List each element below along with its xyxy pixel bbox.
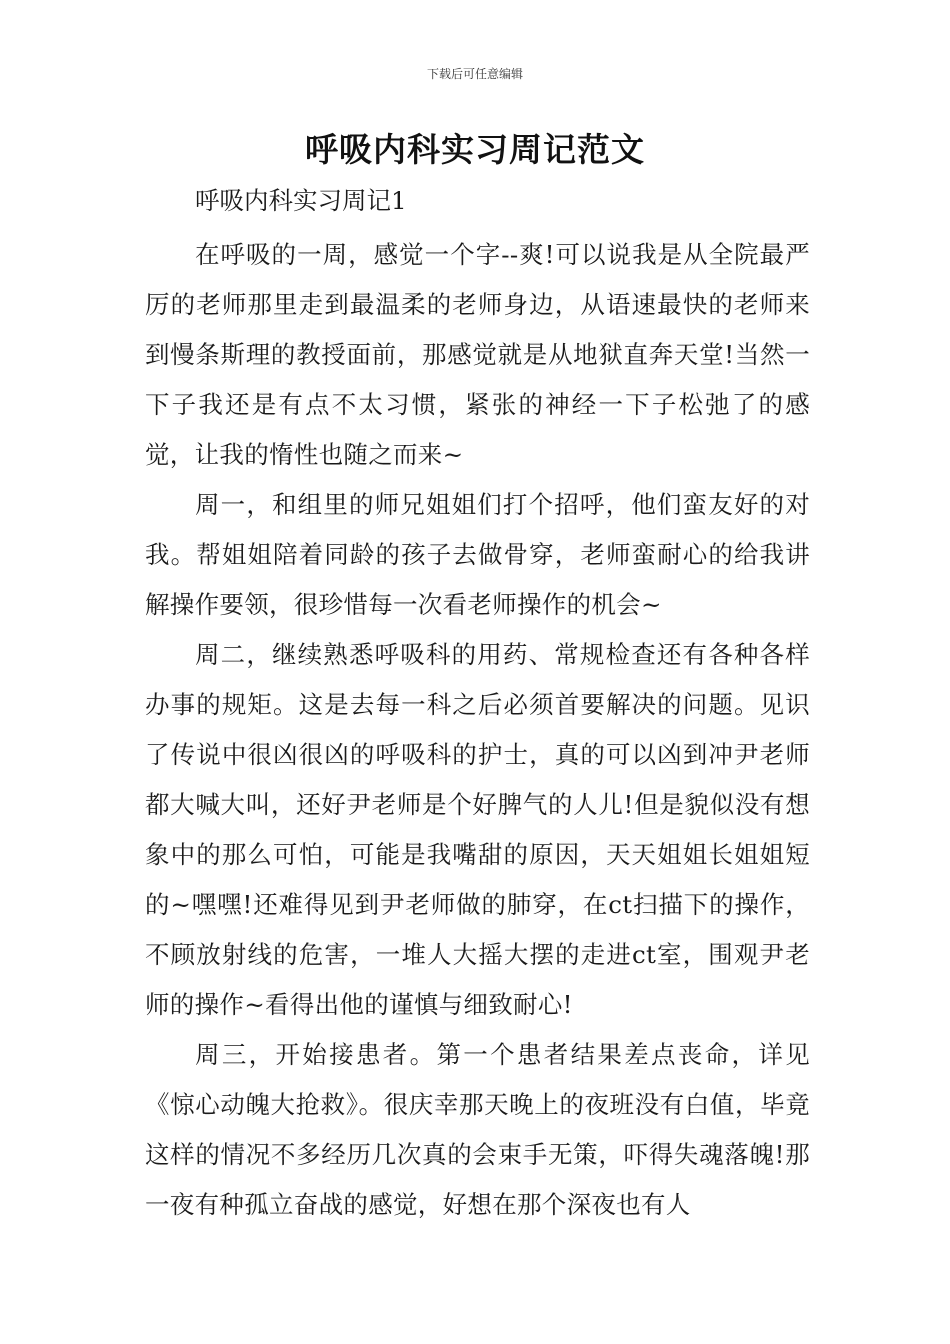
paragraph-2: 周一，和组里的师兄姐姐们打个招呼，他们蛮友好的对我。帮姐姐陪着同龄的孩子去做骨穿，老师蛮耐心的给我讲解操作要领，很珍惜每一次看老师操作的机会~ [145,490,810,619]
section-subtitle: 呼吸内科实习周记1 [195,186,407,215]
header-note: 下载后可任意编辑 [426,67,523,81]
document-title: 呼吸内科实习周记范文 [305,130,645,169]
paragraph-1: 在呼吸的一周，感觉一个字--爽!可以说我是从全院最严厉的老师那里走到最温柔的老师身边，从语速最快的老师来到慢条斯理的教授面前，那感觉就是从地狱直奔天堂!当然一下子我还是有点不太习惯，紧张的神经一下子松弛了的感觉，让我的惰性也随之而来~ [145,240,810,469]
paragraph-3: 周二，继续熟悉呼吸科的用药、常规检查还有各种各样办事的规矩。这是去每一科之后必须首要解决的问题。见识了传说中很凶很凶的呼吸科的护士，真的可以凶到冲尹老师都大喊大叫，还好尹老师是个好脾气的人儿!但是貌似没有想象中的那么可怕，可能是我嘴甜的原因，天天姐姐长姐姐短的~嘿嘿!还难得见到尹老师做的肺穿，在ct扫描下的操作，不顾放射线的危害，一堆人大摇大摆的走进ct室，围观尹老师的操作~看得出他的谨慎与细致耐心! [145,640,810,1019]
paragraph-4: 周三，开始接患者。第一个患者结果差点丧命，详见《惊心动魄大抢救》。很庆幸那天晚上的夜班没有白值，毕竟这样的情况不多经历几次真的会束手无策，吓得失魂落魄!那一夜有种孤立奋战的感觉，好想在那个深夜也有人 [145,1040,810,1219]
document-body [145,178,810,1230]
